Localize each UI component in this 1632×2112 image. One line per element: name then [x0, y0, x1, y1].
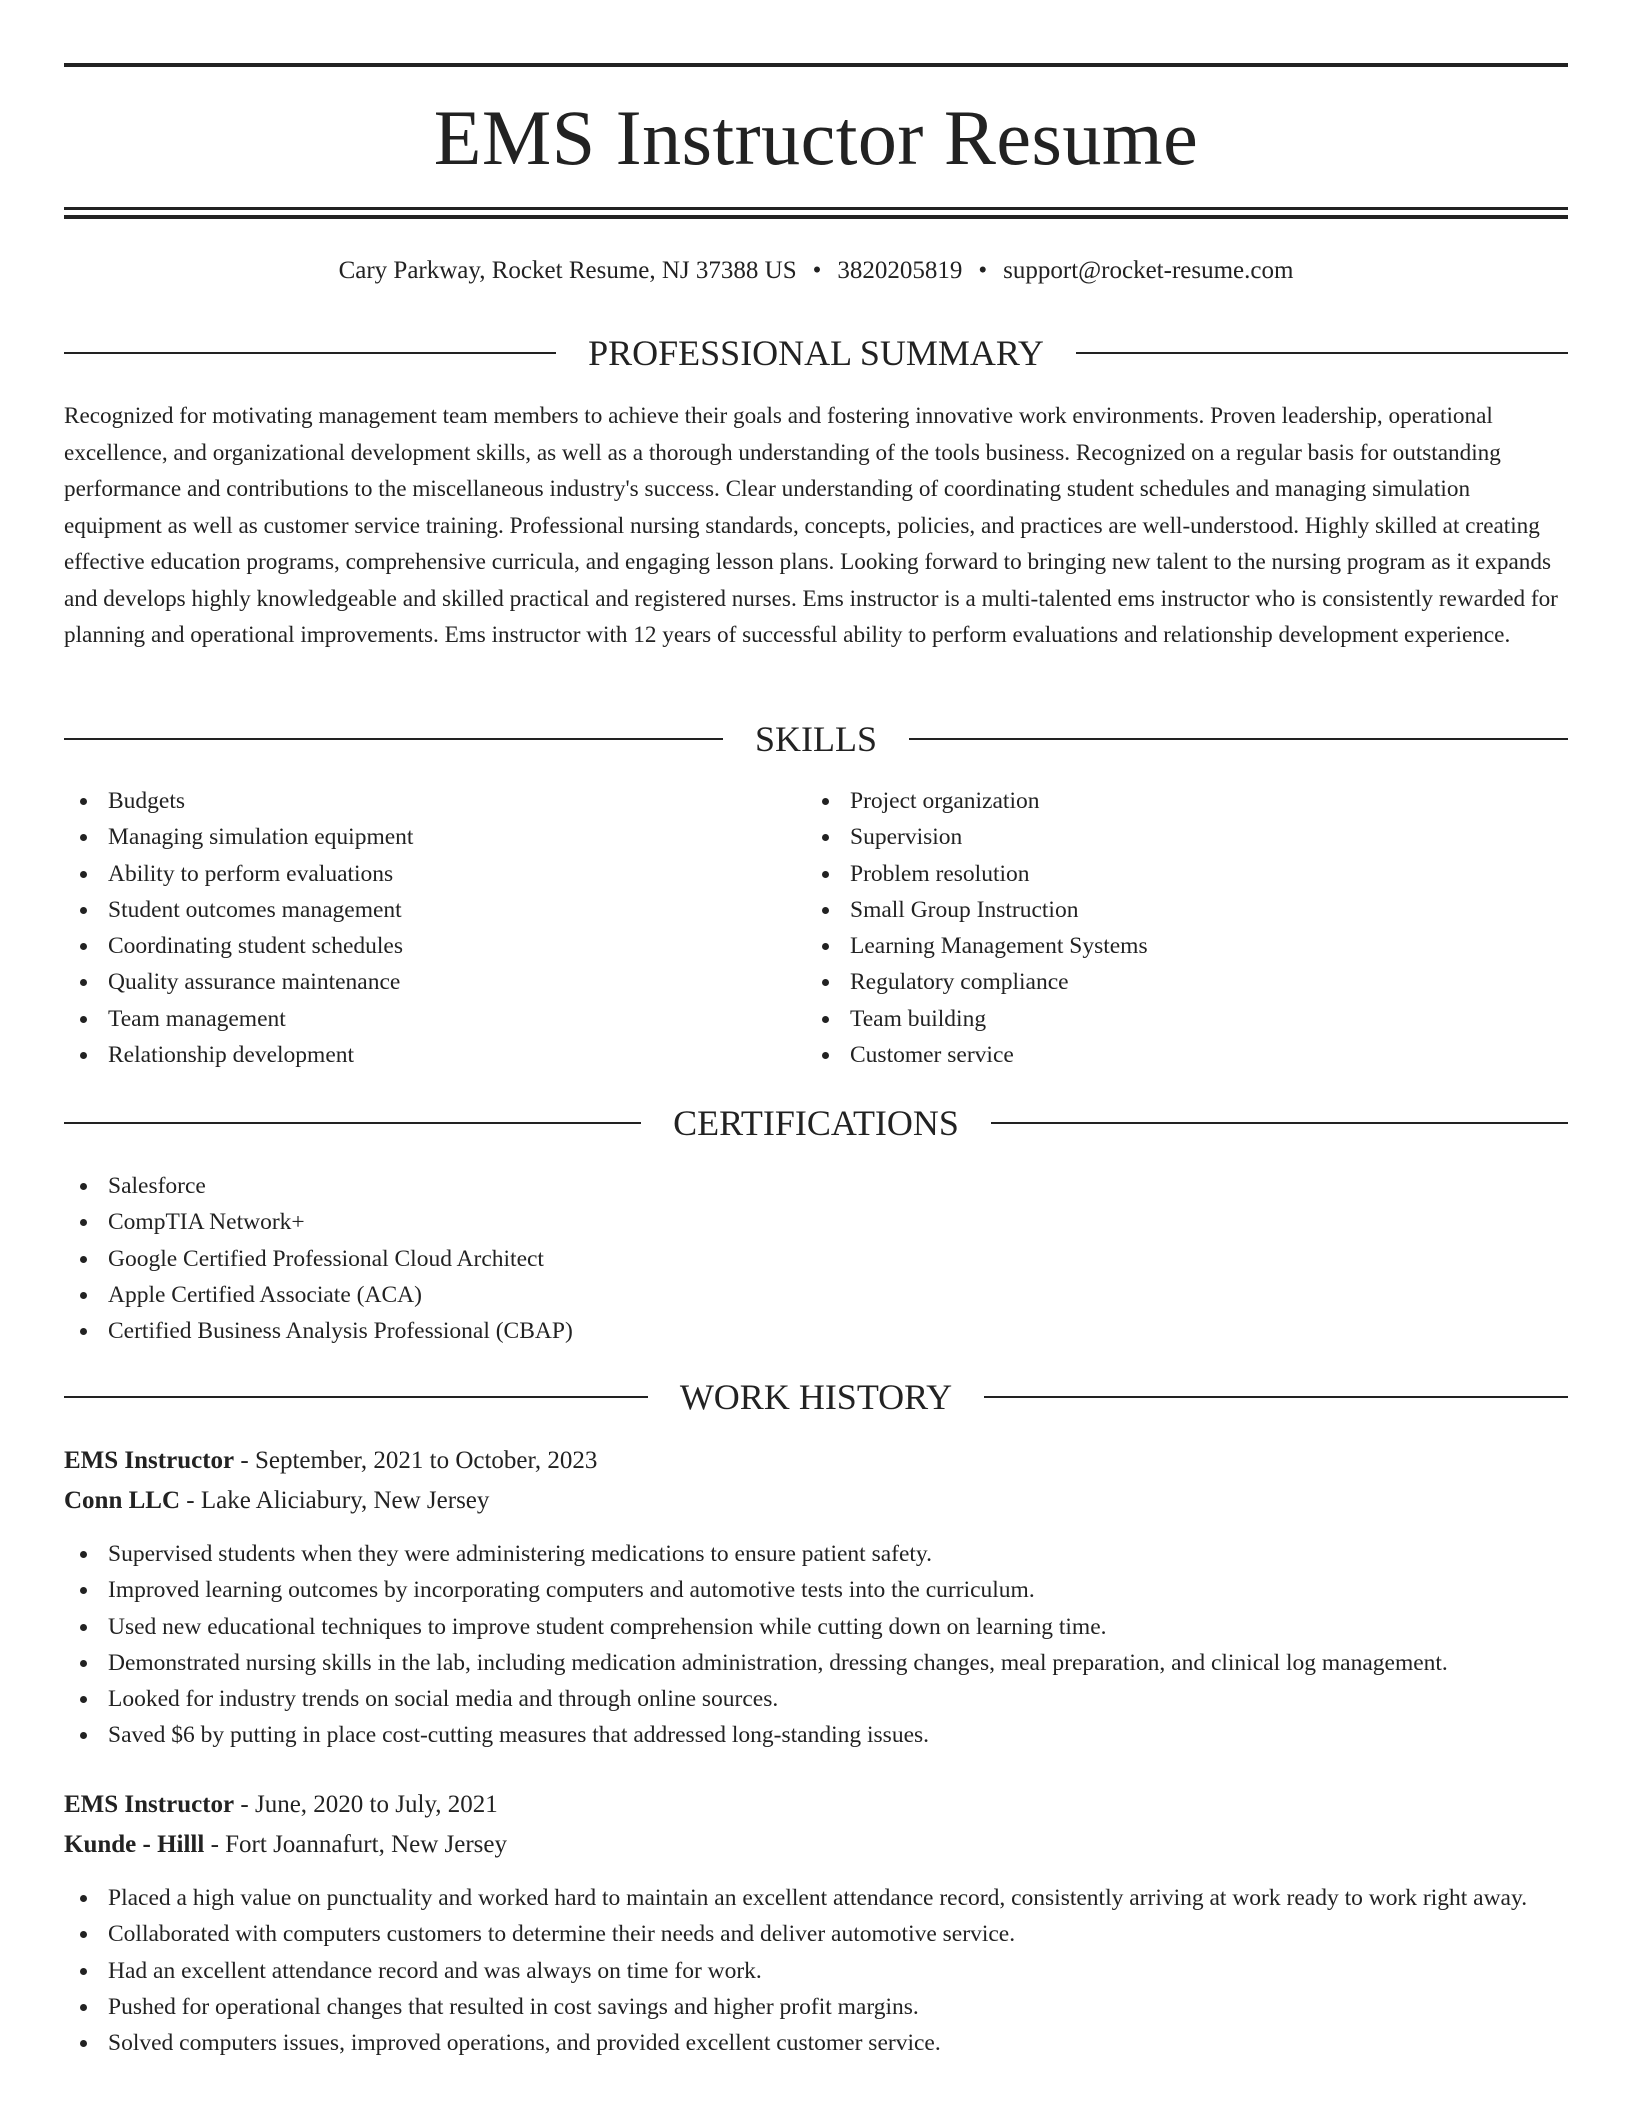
- bullet-dot: [822, 907, 829, 914]
- skill-item: Coordinating student schedules: [64, 928, 804, 964]
- bullet-dot: [80, 1328, 87, 1335]
- section-rule-right: [991, 1122, 1568, 1124]
- bullet-dot: [80, 1016, 87, 1023]
- bullet-dot: [80, 2004, 87, 2011]
- skill-item: Team building: [806, 1001, 1568, 1037]
- skill-item: Managing simulation equipment: [64, 819, 804, 855]
- section-rule-left: [64, 1396, 648, 1398]
- job-duty-item: Looked for industry trends on social media and through online sources.: [64, 1681, 1568, 1717]
- summary-section-header: [64, 331, 1568, 375]
- bullet-dot: [80, 907, 87, 914]
- bullet-dot: [80, 871, 87, 878]
- bullet-dot: [80, 834, 87, 841]
- certification-item: Google Certified Professional Cloud Architect: [64, 1241, 1568, 1277]
- skill-item: Small Group Instruction: [806, 892, 1568, 928]
- skill-item: Team management: [64, 1001, 804, 1037]
- job-dates: - September, 2021 to October, 2023: [234, 1447, 598, 1474]
- skill-item: Relationship development: [64, 1037, 804, 1073]
- summary-heading: PROFESSIONAL SUMMARY: [588, 333, 1044, 373]
- job-company-line: [64, 1484, 489, 1518]
- skills-list-left: [64, 783, 804, 1073]
- bullet-dot: [80, 1256, 87, 1263]
- bullet-dot: [822, 871, 829, 878]
- job-company: Conn LLC: [64, 1487, 181, 1514]
- bullet-dot: [80, 1931, 87, 1938]
- job-duties-list: [64, 1536, 1568, 1754]
- skill-item: Regulatory compliance: [806, 964, 1568, 1000]
- skill-item: Supervision: [806, 819, 1568, 855]
- skill-item: Quality assurance maintenance: [64, 964, 804, 1000]
- bullet-dot: [80, 979, 87, 986]
- job-duties-list: [64, 1880, 1568, 2061]
- job-title: EMS Instructor: [64, 1447, 235, 1474]
- job-duty-item: Used new educational techniques to improve student comprehension while cutting down on learning time.: [64, 1609, 1568, 1645]
- bullet-dot: [822, 943, 829, 950]
- job-duty-item: Collaborated with computers customers to determine their needs and deliver automotive service.: [64, 1916, 1568, 1952]
- bullet-dot: [822, 1016, 829, 1023]
- bullet-dot: [80, 943, 87, 950]
- bullet-dot: [80, 1219, 87, 1226]
- section-rule-left: [64, 738, 723, 740]
- contact-email: support@rocket-resume.com: [1003, 257, 1294, 284]
- job-duty-item: Supervised students when they were administering medications to ensure patient safety.: [64, 1536, 1568, 1572]
- certification-item: CompTIA Network+: [64, 1204, 1568, 1240]
- job-duty-item: Placed a high value on punctuality and worked hard to maintain an excellent attendance record, consistently arriving at work ready to work right away.: [64, 1880, 1568, 1916]
- skill-item: Budgets: [64, 783, 804, 819]
- contact-separator: •: [978, 257, 988, 284]
- job-duty-item: Demonstrated nursing skills in the lab, including medication administration, dressing changes, meal preparation, and clinical log management.: [64, 1645, 1568, 1681]
- certifications-section-header: [64, 1101, 1568, 1145]
- bullet-dot: [80, 1660, 87, 1667]
- skills-heading: SKILLS: [755, 719, 878, 759]
- bullet-dot: [822, 979, 829, 986]
- contact-address: Cary Parkway, Rocket Resume, NJ 37388 US: [338, 257, 797, 284]
- skill-item: Learning Management Systems: [806, 928, 1568, 964]
- bullet-dot: [80, 1696, 87, 1703]
- certification-item: Apple Certified Associate (ACA): [64, 1277, 1568, 1313]
- certifications-heading: CERTIFICATIONS: [673, 1103, 959, 1143]
- certification-item: Certified Business Analysis Professional (CBAP): [64, 1313, 1568, 1349]
- header-top-rule: [64, 63, 1568, 67]
- bullet-dot: [822, 834, 829, 841]
- job-location: - Lake Aliciabury, New Jersey: [180, 1487, 490, 1514]
- bullet-dot: [80, 798, 87, 805]
- job-title: EMS Instructor: [64, 1791, 235, 1818]
- skill-item: Customer service: [806, 1037, 1568, 1073]
- contact-phone: 3820205819: [837, 257, 963, 284]
- bullet-dot: [80, 1895, 87, 1902]
- job-duty-item: Pushed for operational changes that resulted in cost savings and higher profit margins.: [64, 1989, 1568, 2025]
- job-title-line: [64, 1788, 498, 1822]
- bullet-dot: [80, 1624, 87, 1631]
- bullet-dot: [822, 1052, 829, 1059]
- job-duty-item: Saved $6 by putting in place cost-cutting measures that addressed long-standing issues.: [64, 1717, 1568, 1753]
- contact-separator: •: [812, 257, 822, 284]
- skill-item: Ability to perform evaluations: [64, 856, 804, 892]
- bullet-dot: [80, 2040, 87, 2047]
- section-rule-left: [64, 1122, 641, 1124]
- skills-list-right: [806, 783, 1568, 1073]
- job-dates: - June, 2020 to July, 2021: [234, 1791, 498, 1818]
- section-rule-right: [1076, 352, 1568, 354]
- skill-item: Student outcomes management: [64, 892, 804, 928]
- job-company: Kunde - Hilll: [64, 1831, 205, 1858]
- skills-section-header: [64, 717, 1568, 761]
- header-double-rule-upper: [64, 207, 1568, 210]
- job-company-line: [64, 1828, 507, 1862]
- job-location: - Fort Joannafurt, New Jersey: [204, 1831, 508, 1858]
- summary-text: Recognized for motivating management team members to achieve their goals and fostering innovative work environments. Proven leadership, operational excellence, and organizational development skills, as well as a thorough understanding of the tools business. Recognized on a regular basis for outstanding performance and contributions to the miscellaneous industry's success. Clear understanding of coordinating student schedules and managing simulation equipment as well as customer service training. Professional nursing standards, concepts, policies, and practices are well-understood. Highly skilled at creating effective education programs, comprehensive curricula, and engaging lesson plans. Looking forward to bringing new talent to the nursing program as it expands and develops highly knowledgeable and skilled practical and registered nurses. Ems instructor is a multi-talented ems instructor who is consistently rewarded for planning and operational improvements. Ems instructor with 12 years of successful ability to perform evaluations and relationship development experience.: [64, 403, 1558, 648]
- bullet-dot: [80, 1968, 87, 1975]
- skill-item: Problem resolution: [806, 856, 1568, 892]
- resume-title: EMS Instructor Resume: [433, 94, 1199, 181]
- contact-line: [64, 254, 1568, 288]
- job-duty-item: Had an excellent attendance record and was always on time for work.: [64, 1953, 1568, 1989]
- skill-item: Project organization: [806, 783, 1568, 819]
- job-duty-item: Solved computers issues, improved operations, and provided excellent customer service.: [64, 2025, 1568, 2061]
- bullet-dot: [80, 1292, 87, 1299]
- bullet-dot: [80, 1183, 87, 1190]
- job-title-line: [64, 1444, 597, 1478]
- section-rule-right: [909, 738, 1568, 740]
- bullet-dot: [80, 1052, 87, 1059]
- certifications-list: [64, 1168, 1568, 1349]
- bullet-dot: [80, 1587, 87, 1594]
- certification-item: Salesforce: [64, 1168, 1568, 1204]
- work-history-heading: WORK HISTORY: [679, 1377, 953, 1417]
- job-duty-item: Improved learning outcomes by incorporating computers and automotive tests into the curriculum.: [64, 1572, 1568, 1608]
- bullet-dot: [822, 798, 829, 805]
- work-history-section-header: [64, 1375, 1568, 1419]
- bullet-dot: [80, 1732, 87, 1739]
- header-double-rule-lower: [64, 215, 1568, 219]
- bullet-dot: [80, 1551, 87, 1558]
- section-rule-left: [64, 352, 556, 354]
- section-rule-right: [984, 1396, 1568, 1398]
